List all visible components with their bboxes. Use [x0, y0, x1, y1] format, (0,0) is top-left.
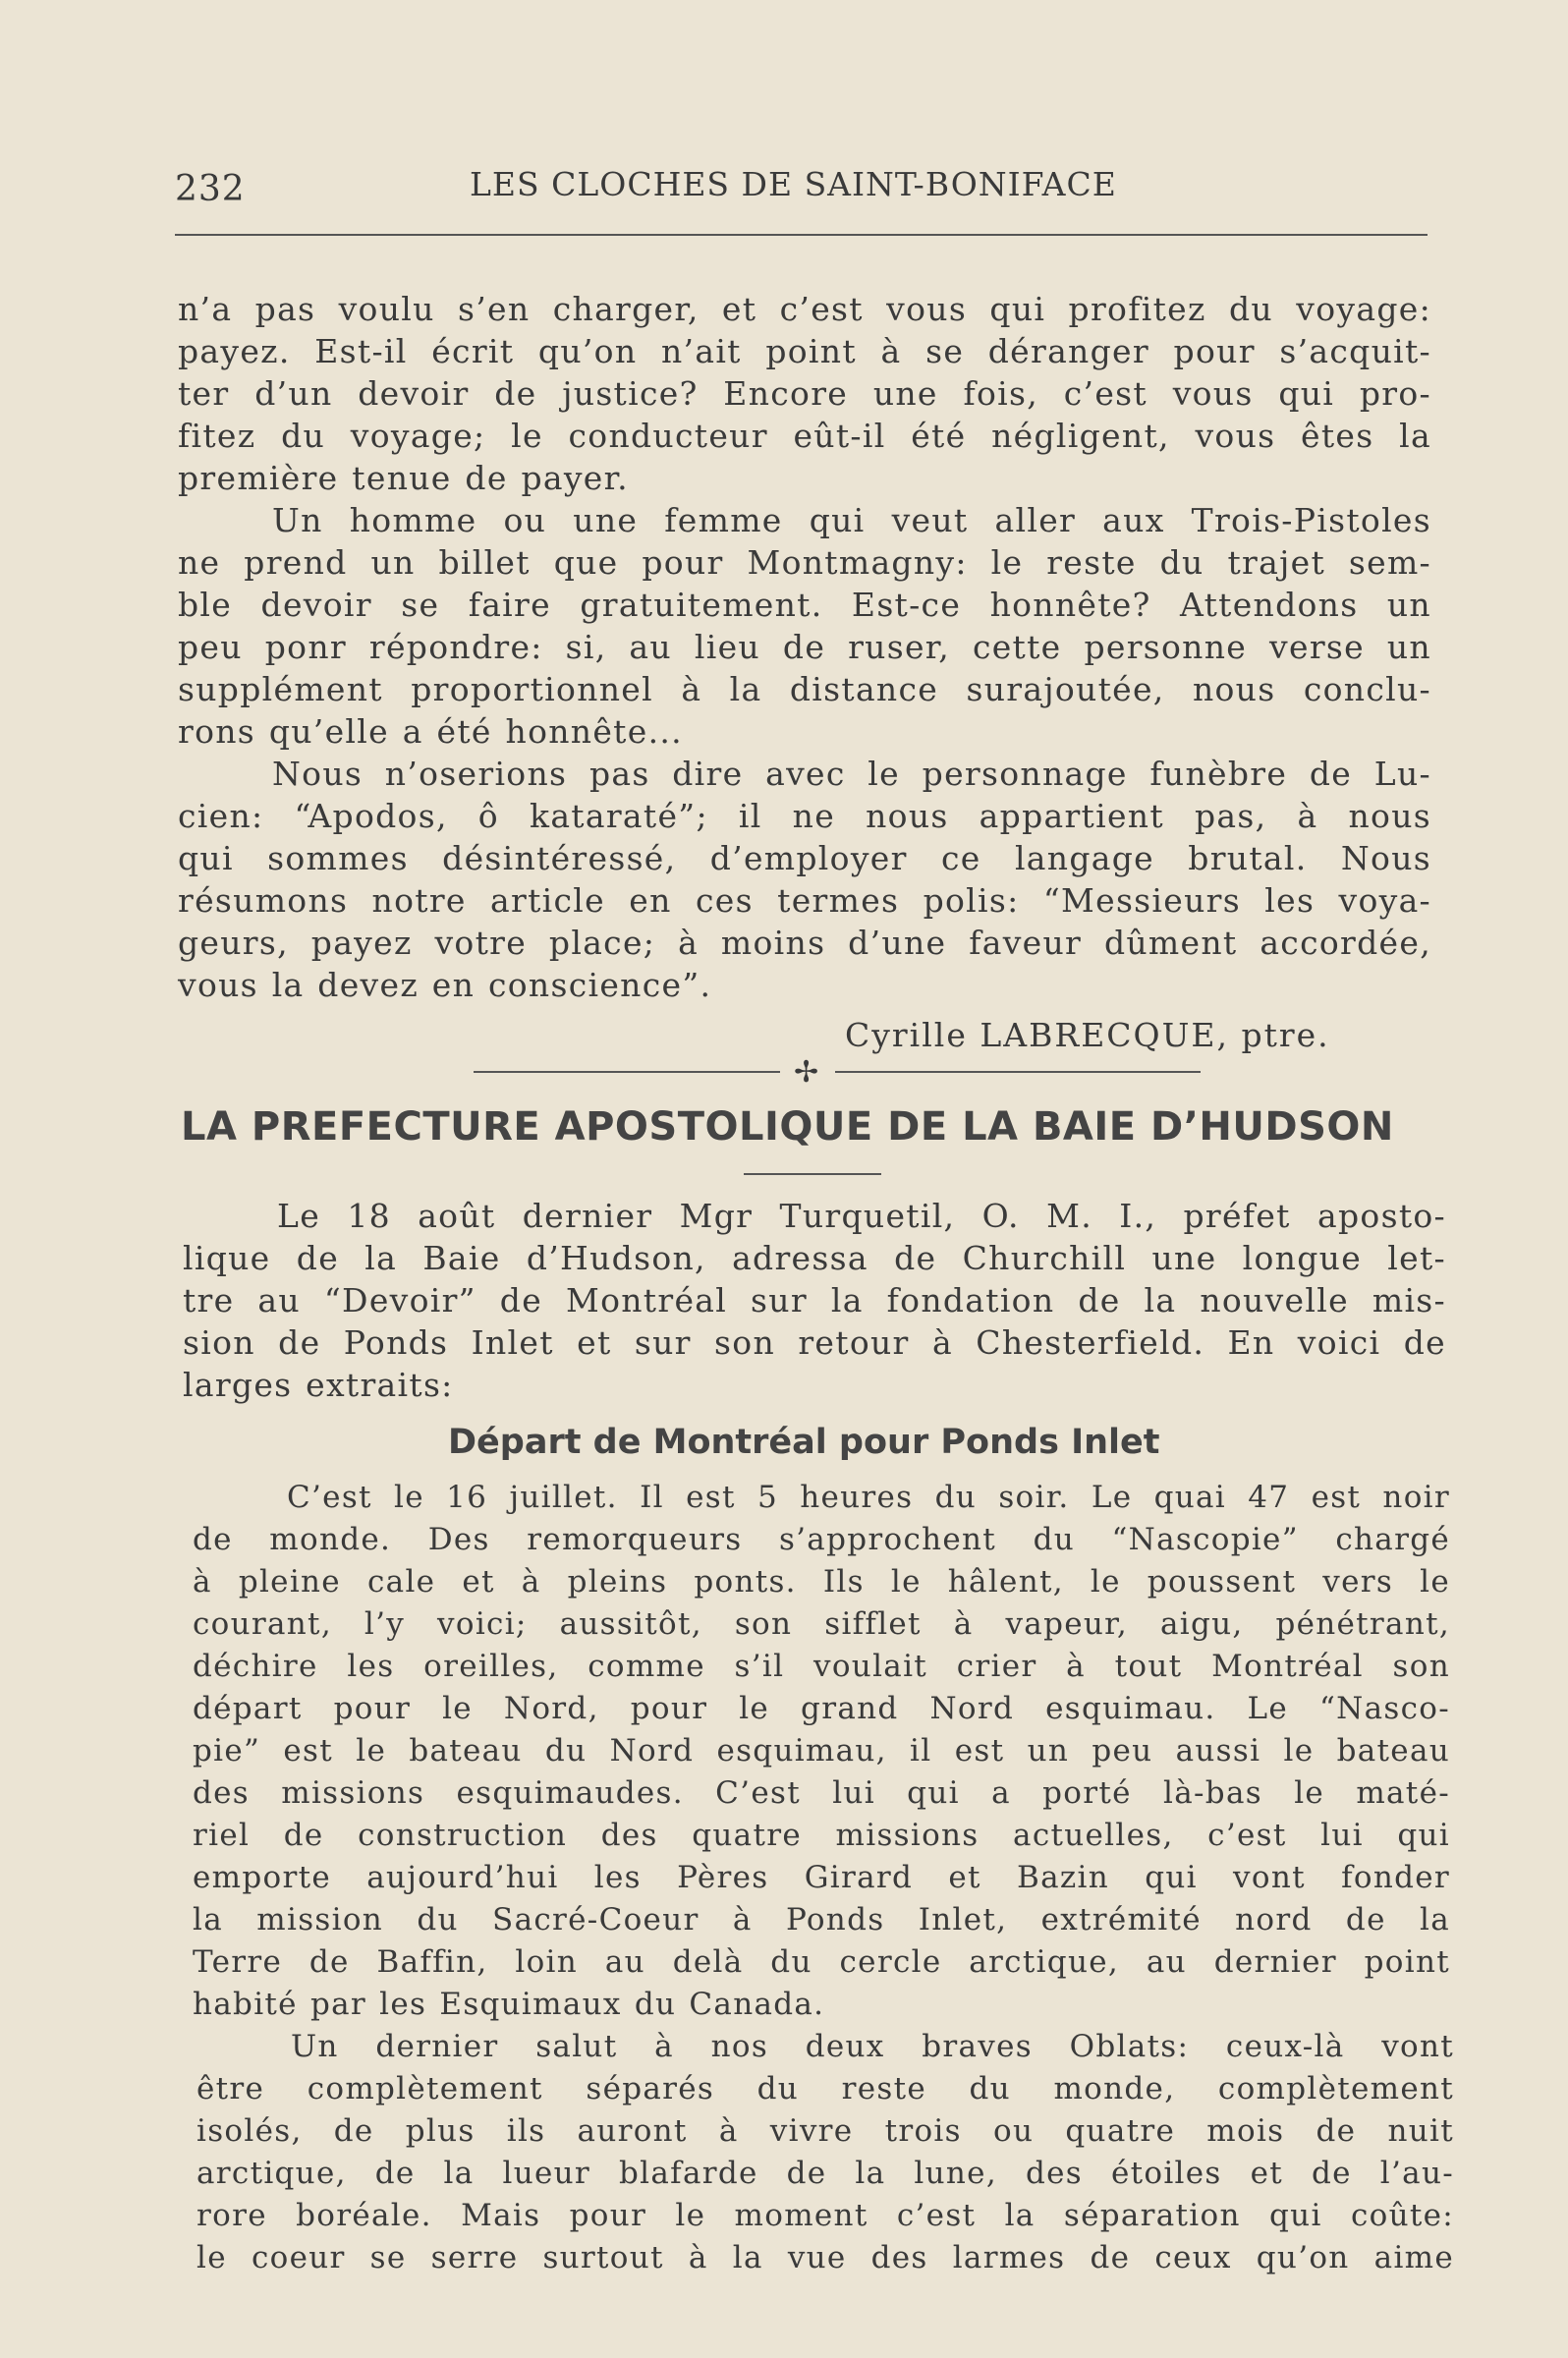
- article1-paragraph-3: [178, 753, 1431, 1006]
- text-line: riel de construction des quatre missions actuelles, c’est lui qui: [193, 1818, 1450, 1853]
- text-line: Un dernier salut à nos deux braves Oblats: ceux-là vont: [291, 2029, 1454, 2064]
- cross-ornament-icon: ✢: [794, 1055, 819, 1090]
- text-line: sion de Ponds Inlet et sur son retour à Chesterfield. En voici de: [183, 1323, 1446, 1362]
- text-line: résumons notre article en ces termes polis: “Messieurs les voya-: [178, 881, 1431, 920]
- text-line: isolés, de plus ils auront à vivre trois ou quatre mois de nuit: [196, 2113, 1454, 2149]
- text-line: pie” est le bateau du Nord esquimau, il est un peu aussi le bateau: [193, 1733, 1450, 1768]
- text-line: vous la devez en conscience”.: [178, 966, 712, 1004]
- separator-rule-right: [835, 1071, 1201, 1073]
- text-line: lique de la Baie d’Hudson, adressa de Churchill une longue let-: [183, 1239, 1446, 1277]
- running-title: LES CLOCHES DE SAINT-BONIFACE: [470, 165, 1117, 203]
- text-line: fitez du voyage; le conducteur eût-il été négligent, vous êtes la: [178, 417, 1431, 455]
- text-line: Nous n’oserions pas dire avec le personnage funèbre de Lu-: [272, 755, 1431, 793]
- text-line: Terre de Baffin, loin au delà du cercle arctique, au dernier point: [193, 1944, 1450, 1980]
- text-line: tre au “Devoir” de Montréal sur la fondation de la nouvelle mis-: [183, 1281, 1446, 1319]
- header-rule: [175, 234, 1428, 236]
- text-line: première tenue de payer.: [178, 459, 629, 497]
- text-line: à pleine cale et à pleins ponts. Ils le hâlent, le poussent vers le: [193, 1564, 1450, 1600]
- text-line: ble devoir se faire gratuitement. Est-ce honnête? Attendons un: [178, 586, 1431, 624]
- text-line: cien: “Apodos, ô kataraté”; il ne nous appartient pas, à nous: [178, 797, 1431, 835]
- text-line: qui sommes désintéressé, d’employer ce langage brutal. Nous: [178, 839, 1431, 877]
- text-line: supplément proportionnel à la distance surajoutée, nous conclu-: [178, 670, 1431, 708]
- text-line: le coeur se serre surtout à la vue des larmes de ceux qu’on aime: [196, 2240, 1454, 2275]
- text-line: n’a pas voulu s’en charger, et c’est vous qui profitez du voyage:: [178, 290, 1431, 328]
- subheading: Départ de Montréal pour Ponds Inlet: [448, 1423, 1160, 1462]
- separator-rule-left: [474, 1071, 780, 1073]
- text-line: ne prend un billet que pour Montmagny: le reste du trajet sem-: [178, 543, 1431, 582]
- text-line: ter d’un devoir de justice? Encore une fois, c’est vous qui pro-: [178, 374, 1431, 413]
- page-number: 232: [175, 169, 246, 209]
- text-line: C’est le 16 juillet. Il est 5 heures du soir. Le quai 47 est noir: [287, 1480, 1450, 1515]
- text-line: emporte aujourd’hui les Pères Girard et Bazin qui vont fonder: [193, 1860, 1450, 1895]
- text-line: déchire les oreilles, comme s’il voulait crier à tout Montréal son: [193, 1649, 1450, 1684]
- text-line: Le 18 août dernier Mgr Turquetil, O. M. I., préfet aposto-: [277, 1197, 1446, 1235]
- article1-paragraph-2: [178, 499, 1431, 753]
- article2-intro: [183, 1195, 1446, 1406]
- text-line: larges extraits:: [183, 1366, 454, 1404]
- text-line: courant, l’y voici; aussitôt, son sifflet à vapeur, aigu, pénétrant,: [193, 1606, 1450, 1642]
- text-line: arctique, de la lueur blafarde de la lune, des étoiles et de l’au-: [196, 2156, 1454, 2191]
- title-rule: [744, 1173, 881, 1175]
- text-line: rons qu’elle a été honnête...: [178, 712, 683, 751]
- text-line: départ pour le Nord, pour le grand Nord esquimau. Le “Nasco-: [193, 1691, 1450, 1726]
- text-line: Un homme ou une femme qui veut aller aux Trois-Pistoles: [272, 501, 1431, 539]
- text-line: rore boréale. Mais pour le moment c’est la séparation qui coûte:: [196, 2198, 1454, 2233]
- author-signature: Cyrille LABRECQUE, ptre.: [845, 1016, 1330, 1054]
- page-header: [175, 157, 1423, 216]
- text-line: peu ponr répondre: si, au lieu de ruser, cette personne verse un: [178, 628, 1431, 666]
- text-line: être complètement séparés du reste du monde, complètement: [196, 2071, 1454, 2106]
- text-line: des missions esquimaudes. C’est lui qui a porté là-bas le maté-: [193, 1775, 1450, 1811]
- article2-paragraph-1: [193, 1477, 1450, 2026]
- section-title: LA PREFECTURE APOSTOLIQUE DE LA BAIE D’HUDSON: [181, 1104, 1394, 1150]
- article1-paragraph-1: [178, 288, 1431, 499]
- article2-paragraph-2: [196, 2026, 1454, 2279]
- text-line: la mission du Sacré-Coeur à Ponds Inlet, extrémité nord de la: [193, 1902, 1450, 1937]
- text-line: de monde. Des remorqueurs s’approchent du “Nascopie” chargé: [193, 1522, 1450, 1557]
- text-line: payez. Est-il écrit qu’on n’ait point à se déranger pour s’acquit-: [178, 332, 1431, 370]
- text-line: geurs, payez votre place; à moins d’une faveur dûment accordée,: [178, 924, 1431, 962]
- text-line: habité par les Esquimaux du Canada.: [193, 1987, 825, 2022]
